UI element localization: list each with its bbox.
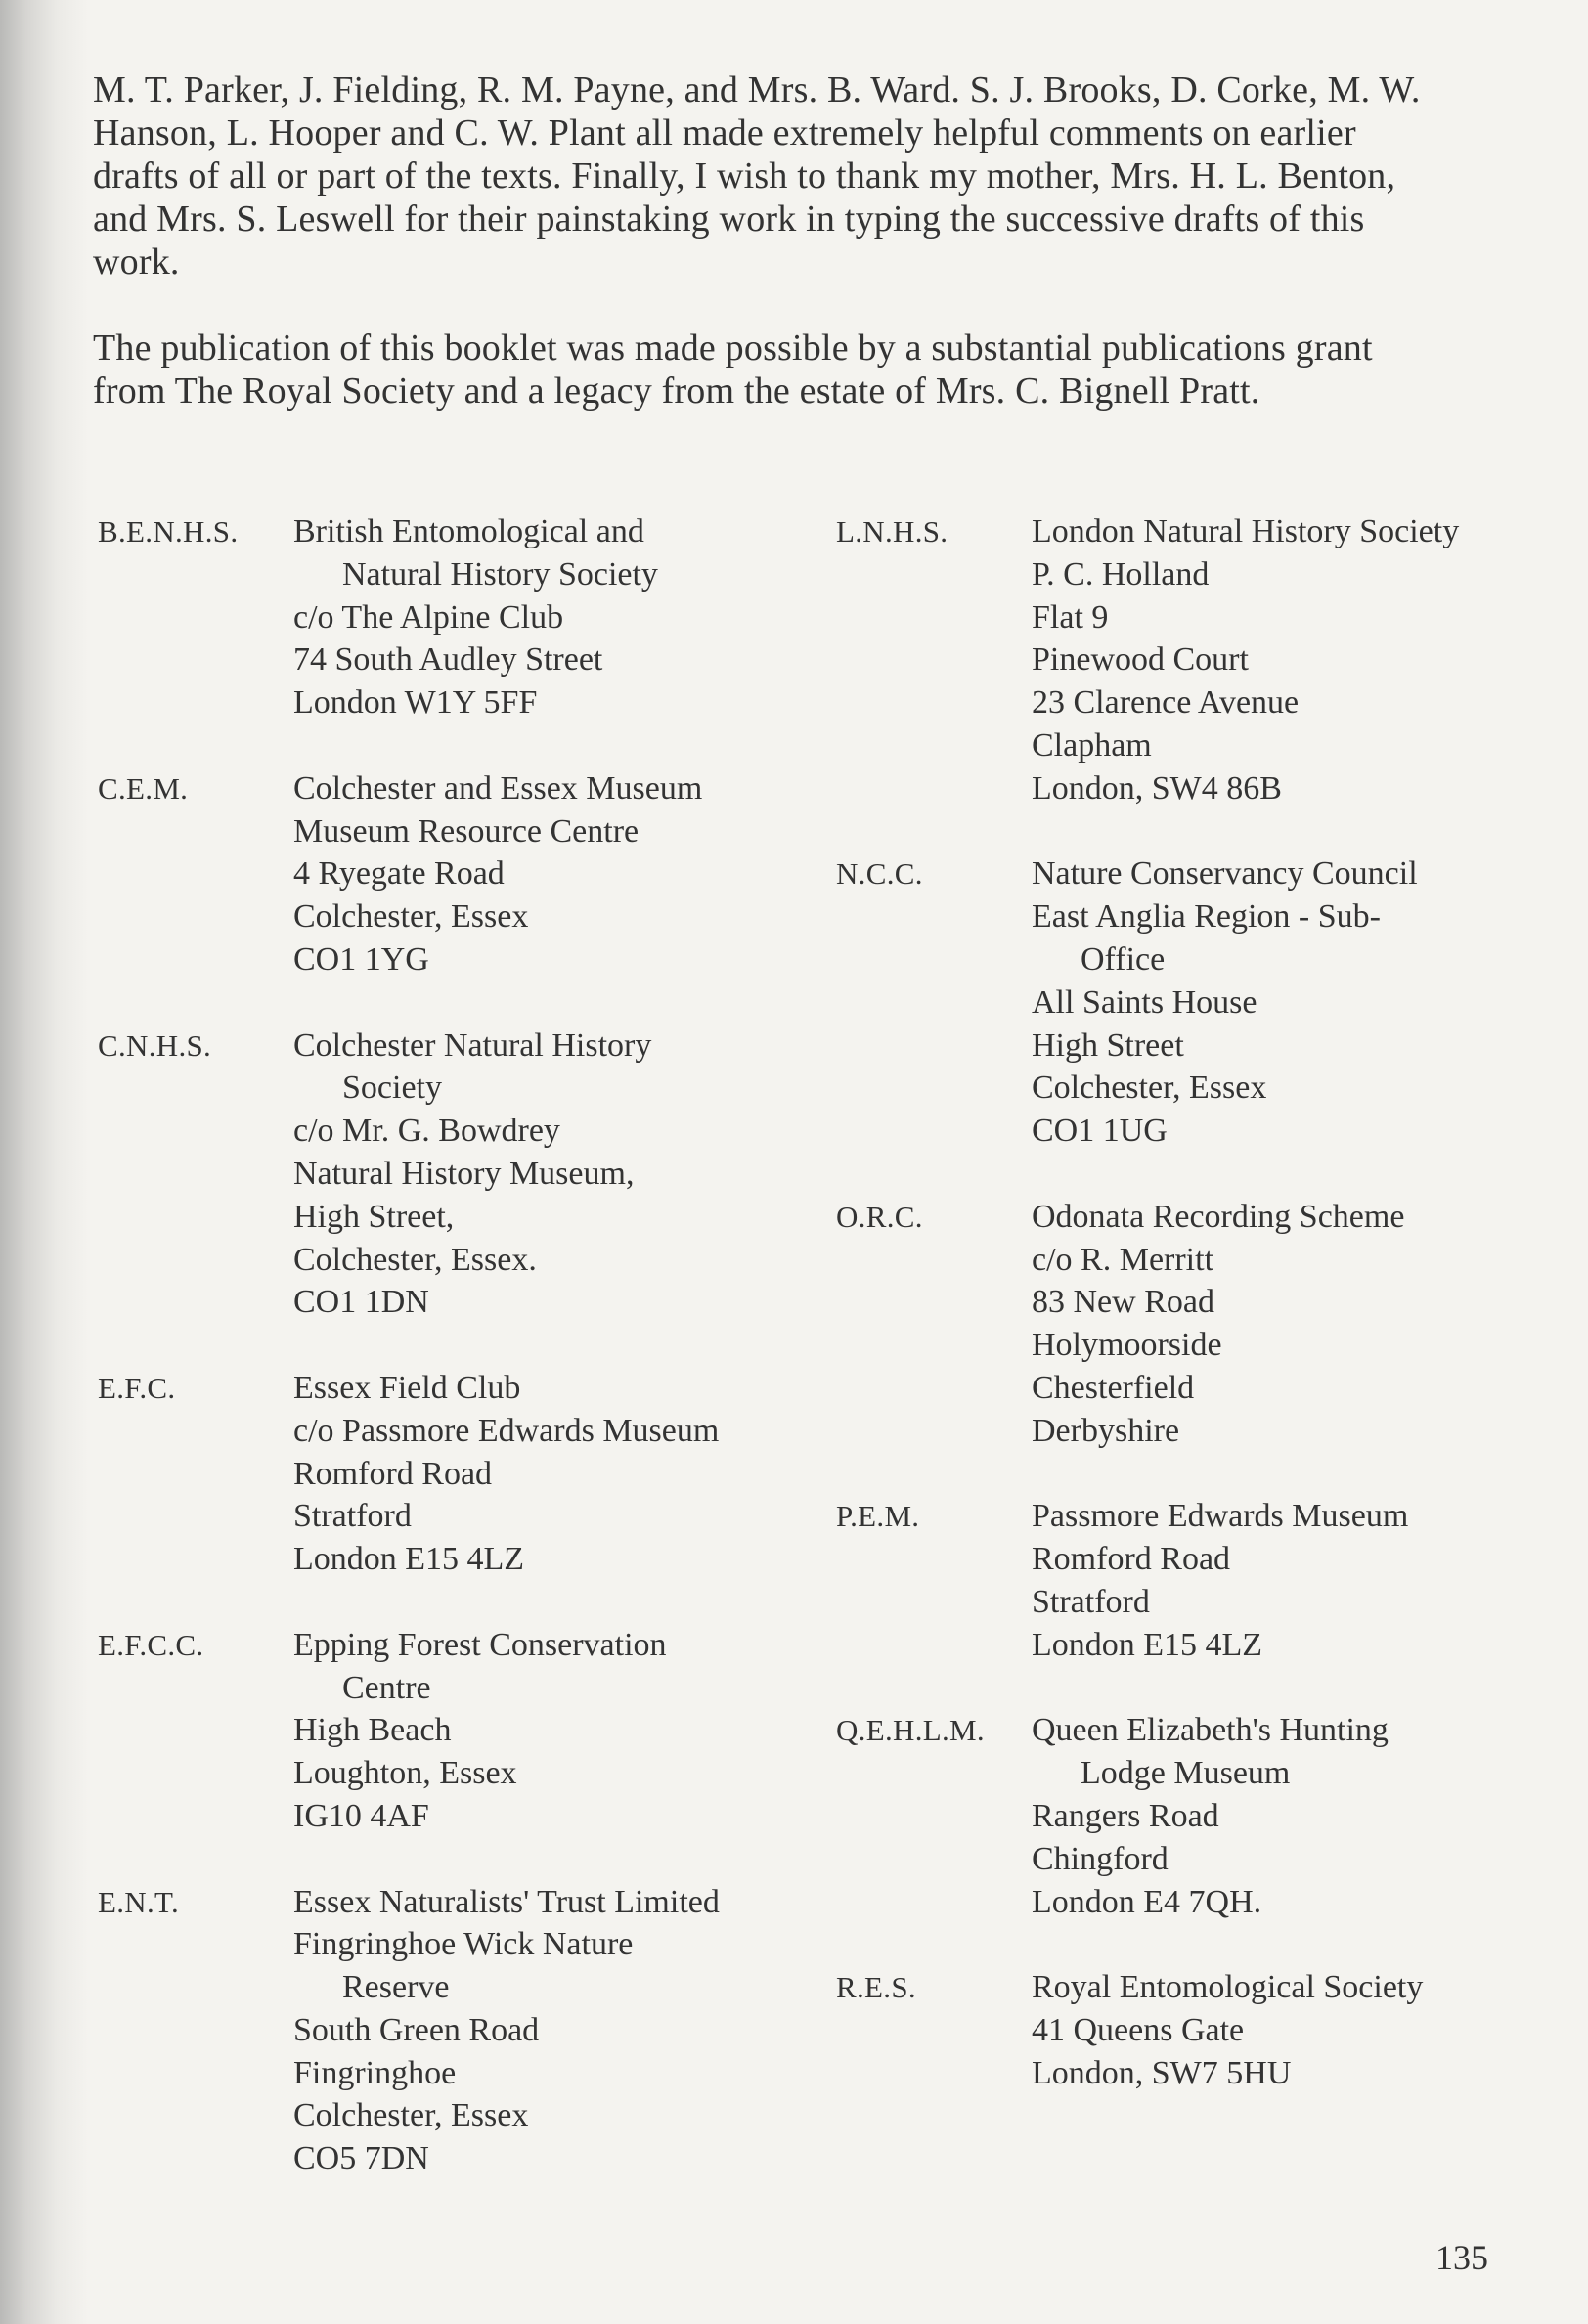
entry-line: Epping Forest Conservation: [293, 1626, 667, 1663]
address-entry-lnhs: [836, 510, 1540, 811]
address-entry-efcc: [98, 1624, 841, 1838]
entry-line: Stratford: [293, 1498, 412, 1535]
entry-line: 74 South Audley Street: [293, 641, 603, 679]
text-line: drafts of all or part of the texts. Finally, I wish to thank my mother, Mrs. H. L. Benton,: [93, 155, 1396, 197]
entry-line: 83 New Road: [1032, 1284, 1214, 1321]
entry-line: London Natural History Society: [1032, 513, 1460, 549]
entry-line: Essex Naturalists' Trust Limited: [293, 1883, 720, 1920]
entry-line: Rangers Road: [1032, 1797, 1219, 1834]
entry-line: London, SW4 86B: [1032, 769, 1282, 807]
entry-line: London W1Y 5FF: [293, 684, 538, 722]
entry-abbreviation: B.E.N.H.S.: [98, 514, 239, 548]
entry-line: P. C. Holland: [1032, 555, 1210, 592]
entry-line: Odonata Recording Scheme: [1032, 1198, 1405, 1235]
entry-abbreviation: E.N.T.: [98, 1884, 180, 1919]
entry-line: London E15 4LZ: [1032, 1626, 1263, 1663]
entry-line: Derbyshire: [1032, 1412, 1180, 1449]
entry-abbreviation: E.F.C.: [98, 1370, 176, 1405]
text-line: and Mrs. S. Leswell for their painstaking work in typing the successive drafts of this: [93, 198, 1365, 240]
entry-line: London E4 7QH.: [1032, 1883, 1262, 1920]
address-entry-cem: [98, 767, 841, 982]
entry-line: Natural History Museum,: [293, 1155, 635, 1192]
entry-line: Museum Resource Centre: [293, 812, 640, 850]
entry-abbreviation: E.F.C.C.: [98, 1627, 204, 1662]
entry-line: Natural History Society: [342, 555, 658, 592]
entry-line: Office: [1081, 941, 1166, 978]
entry-line: Romford Road: [293, 1455, 493, 1492]
address-entry-ent: [98, 1881, 841, 2181]
text-line: work.: [93, 241, 180, 283]
address-list-left: [98, 510, 841, 2180]
entry-abbreviation: R.E.S.: [836, 1970, 916, 2005]
publication-paragraph: [93, 327, 1491, 413]
entry-line: Society: [342, 1070, 442, 1107]
entry-abbreviation: O.R.C.: [836, 1199, 923, 1234]
entry-line: Nature Conservancy Council: [1032, 855, 1418, 893]
entry-line: 23 Clarence Avenue: [1032, 684, 1300, 722]
entry-abbreviation: L.N.H.S.: [836, 514, 948, 548]
entry-line: Lodge Museum: [1081, 1755, 1291, 1792]
page-gutter-shadow: [0, 0, 88, 2324]
entry-line: High Beach: [293, 1712, 452, 1749]
entry-line: Colchester, Essex.: [293, 1241, 537, 1278]
entry-line: Holymoorside: [1032, 1327, 1222, 1364]
entry-line: Loughton, Essex: [293, 1755, 517, 1792]
address-entry-qehlm: [836, 1709, 1540, 1923]
entry-line: IG10 4AF: [293, 1797, 429, 1834]
address-entry-orc: [836, 1196, 1540, 1453]
intro-text: [93, 68, 1491, 413]
entry-line: CO1 1DN: [293, 1284, 429, 1321]
entry-line: c/o R. Merritt: [1032, 1241, 1214, 1278]
entry-line: British Entomological and: [293, 513, 644, 549]
entry-line: Royal Entomological Society: [1032, 1969, 1424, 2006]
entry-line: 41 Queens Gate: [1032, 2011, 1245, 2048]
text-line: M. T. Parker, J. Fielding, R. M. Payne, and Mrs. B. Ward. S. J. Brooks, D. Corke, M. W.: [93, 69, 1421, 110]
entry-line: c/o The Alpine Club: [293, 598, 564, 636]
entry-line: London, SW7 5HU: [1032, 2054, 1292, 2091]
entry-line: Colchester, Essex: [1032, 1070, 1267, 1107]
entry-line: Pinewood Court: [1032, 641, 1249, 679]
entry-line: Essex Field Club: [293, 1369, 521, 1406]
address-entry-efc: [98, 1367, 841, 1581]
entry-line: c/o Mr. G. Bowdrey: [293, 1113, 560, 1150]
entry-line: CO5 7DN: [293, 2140, 429, 2177]
entry-line: East Anglia Region - Sub-: [1032, 899, 1381, 936]
entry-line: Chingford: [1032, 1840, 1169, 1877]
entry-abbreviation: P.E.M.: [836, 1499, 920, 1534]
text-line: The publication of this booklet was made possible by a substantial publications grant: [93, 328, 1373, 369]
address-entry-res: [836, 1966, 1540, 2094]
page-number: 135: [1435, 2238, 1488, 2277]
entry-line: Flat 9: [1032, 598, 1109, 636]
text-line: Hanson, L. Hooper and C. W. Plant all made extremely helpful comments on earlier: [93, 112, 1356, 153]
address-entry-benhs: [98, 510, 841, 724]
entry-line: South Green Road: [293, 2011, 540, 2048]
entry-line: Romford Road: [1032, 1541, 1231, 1578]
entry-line: CO1 1UG: [1032, 1113, 1168, 1150]
entry-line: Colchester, Essex: [293, 899, 529, 936]
address-entry-cnhs: [98, 1025, 841, 1325]
entry-line: Fingringhoe: [293, 2054, 457, 2091]
entry-line: CO1 1YG: [293, 941, 429, 978]
entry-line: Colchester Natural History: [293, 1027, 652, 1064]
entry-line: Chesterfield: [1032, 1369, 1195, 1406]
entry-line: Colchester and Essex Museum: [293, 769, 703, 807]
entry-line: Colchester, Essex: [293, 2097, 529, 2134]
entry-line: 4 Ryegate Road: [293, 855, 505, 893]
entry-line: Queen Elizabeth's Hunting: [1032, 1712, 1389, 1749]
entry-line: Reserve: [342, 1969, 450, 2006]
entry-line: High Street,: [293, 1198, 455, 1235]
entry-line: c/o Passmore Edwards Museum: [293, 1412, 720, 1449]
entry-line: High Street: [1032, 1027, 1184, 1064]
entry-line: Stratford: [1032, 1583, 1150, 1620]
entry-line: All Saints House: [1032, 984, 1257, 1021]
entry-abbreviation: Q.E.H.L.M.: [836, 1713, 985, 1748]
entry-abbreviation: C.E.M.: [98, 770, 189, 806]
entry-line: Centre: [342, 1669, 431, 1706]
entry-line: London E15 4LZ: [293, 1541, 525, 1578]
address-entry-pem: [836, 1495, 1540, 1666]
address-list-right: [836, 510, 1540, 2094]
entry-line: Fingringhoe Wick Nature: [293, 1926, 634, 1963]
entry-abbreviation: C.N.H.S.: [98, 1028, 212, 1063]
entry-line: Passmore Edwards Museum: [1032, 1498, 1409, 1535]
entry-line: Clapham: [1032, 726, 1152, 764]
text-line: from The Royal Society and a legacy from the estate of Mrs. C. Bignell Pratt.: [93, 371, 1260, 412]
acknowledgements-paragraph: [93, 68, 1491, 284]
address-entry-ncc: [836, 853, 1540, 1153]
entry-abbreviation: N.C.C.: [836, 856, 923, 892]
